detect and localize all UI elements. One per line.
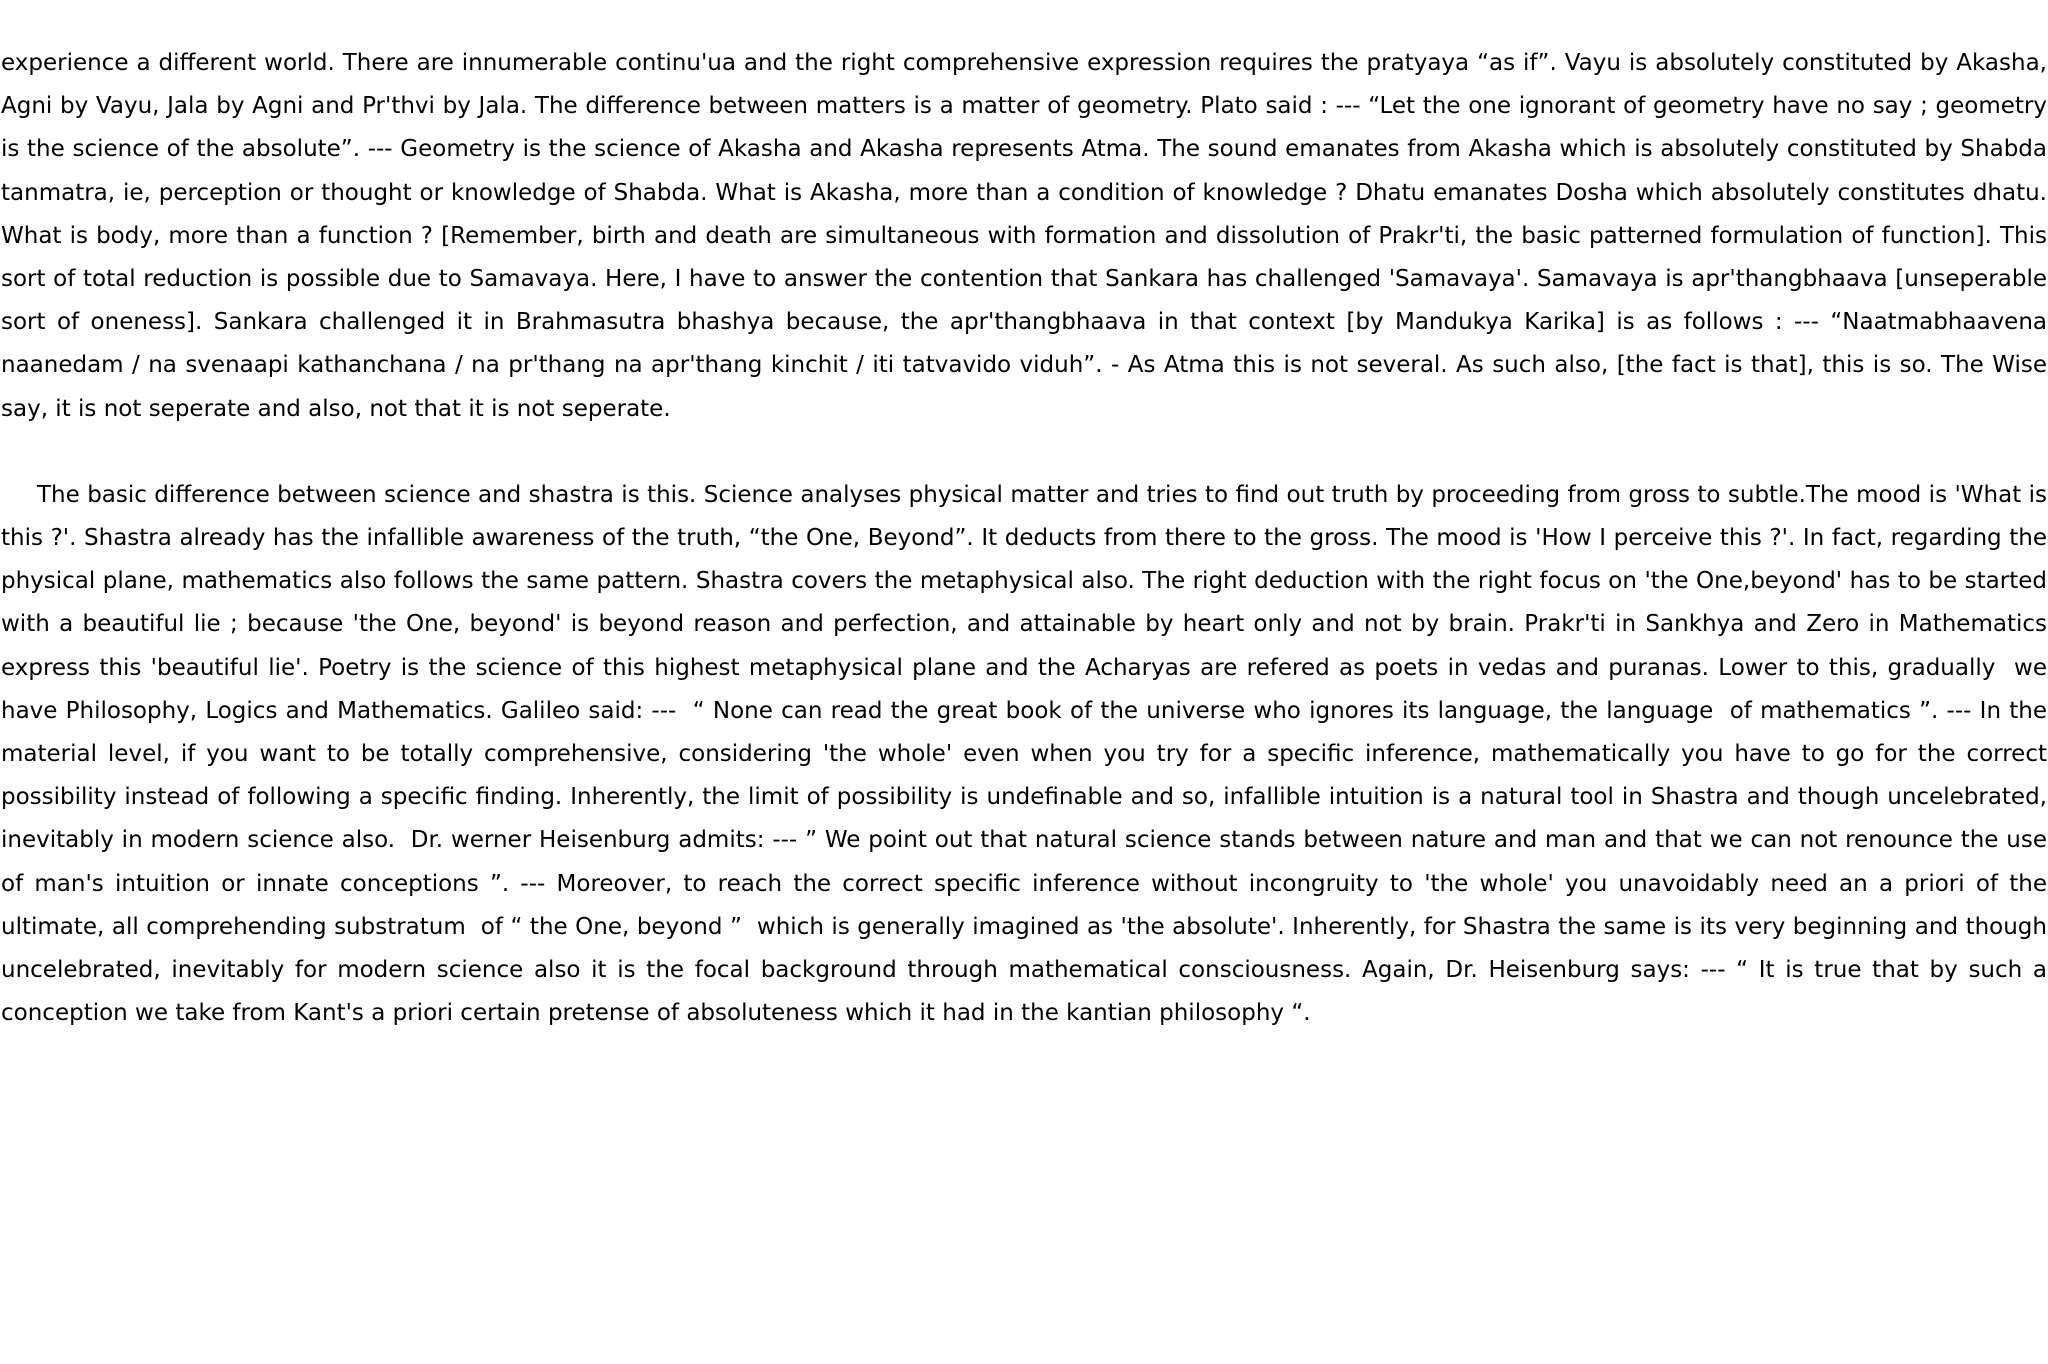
paragraph-spacer [1,431,2047,474]
document-page [0,42,2048,1035]
paragraph-1: experience a different world. There are innumerable continu'ua and the right comprehensive expression requires the pratyaya “as if”. Vayu is absolutely constituted by Akasha, Agni by Vayu, Jala by Agni and Pr'thvi by Jala. The difference between matters is a matter of geometry. Plato said : --- “Let the one ignorant of geometry have no say ; geometry is the science of the absolute”. --- Geometry is the science of Akasha and Akasha represents Atma. The sound emanates from Akasha which is absolutely constituted by Shabda tanmatra, ie, perception or thought or knowledge of Shabda. What is Akasha, more than a condition of knowledge ? Dhatu emanates Dosha which absolutely constitutes dhatu. What is body, more than a function ? [Remember, birth and death are simultaneous with formation and dissolution of Prakr'ti, the basic patterned formulation of function]. This sort of total reduction is possible due to Samavaya. Here, I have to answer the contention that Sankara has challenged 'Samavaya'. Samavaya is apr'thangbhaava [unseperable sort of oneness]. Sankara challenged it in Brahmasutra bhashya because, the apr'thangbhaava in that context [by Mandukya Karika] is as follows : --- “Naatmabhaavena naanedam / na svenaapi kathanchana / na pr'thang na apr'thang kinchit / iti tatvavido viduh”. - As Atma this is not several. As such also, [the fact is that], this is so. The Wise say, it is not seperate and also, not that it is not seperate. [1,50,2047,422]
paragraph-2: The basic difference between science and shastra is this. Science analyses physical matter and tries to find out truth by proceeding from gross to subtle.The mood is 'What is this ?'. Shastra already has the infallible awareness of the truth, “the One, Beyond”. It deducts from there to the gross. The mood is 'How I perceive this ?'. In fact, regarding the physical plane, mathematics also follows the same pattern. Shastra covers the metaphysical also. The right deduction with the right focus on 'the One,beyond' has to be started with a beautiful lie ; because 'the One, beyond' is beyond reason and perfection, and attainable by heart only and not by brain. Prakr'ti in Sankhya and Zero in Mathematics express this 'beautiful lie'. Poetry is the science of this highest metaphysical plane and the Acharyas are refered as poets in vedas and puranas. Lower to this, gradually we have Philosophy, Logics and Mathematics. Galileo said: --- “ None can read the great book of the universe who ignores its language, the language of mathematics ”. --- In the material level, if you want to be totally comprehensive, considering 'the whole' even when you try for a specific inference, mathematically you have to go for the correct possibility instead of following a specific finding. Inherently, the limit of possibility is undefinable and so, infallible intuition is a natural tool in Shastra and though uncelebrated, inevitably in modern science also. Dr. werner Heisenburg admits: --- ” We point out that natural science stands between nature and man and that we can not renounce the use of man's intuition or innate conceptions ”. --- Moreover, to reach the correct specific inference without incongruity to 'the whole' you unavoidably need an a priori of the ultimate, all comprehending substratum of “ the One, beyond ” which is generally imagined as 'the absolute'. Inherently, for Shastra the same is its very beginning and though uncelebrated, inevitably for modern science also it is the focal background through mathematical consciousness. Again, Dr. Heisenburg says: --- “ It is true that by such a conception we take from Kant's a priori certain pretense of absoluteness which it had in the kantian philosophy “. [1,481,2047,1027]
